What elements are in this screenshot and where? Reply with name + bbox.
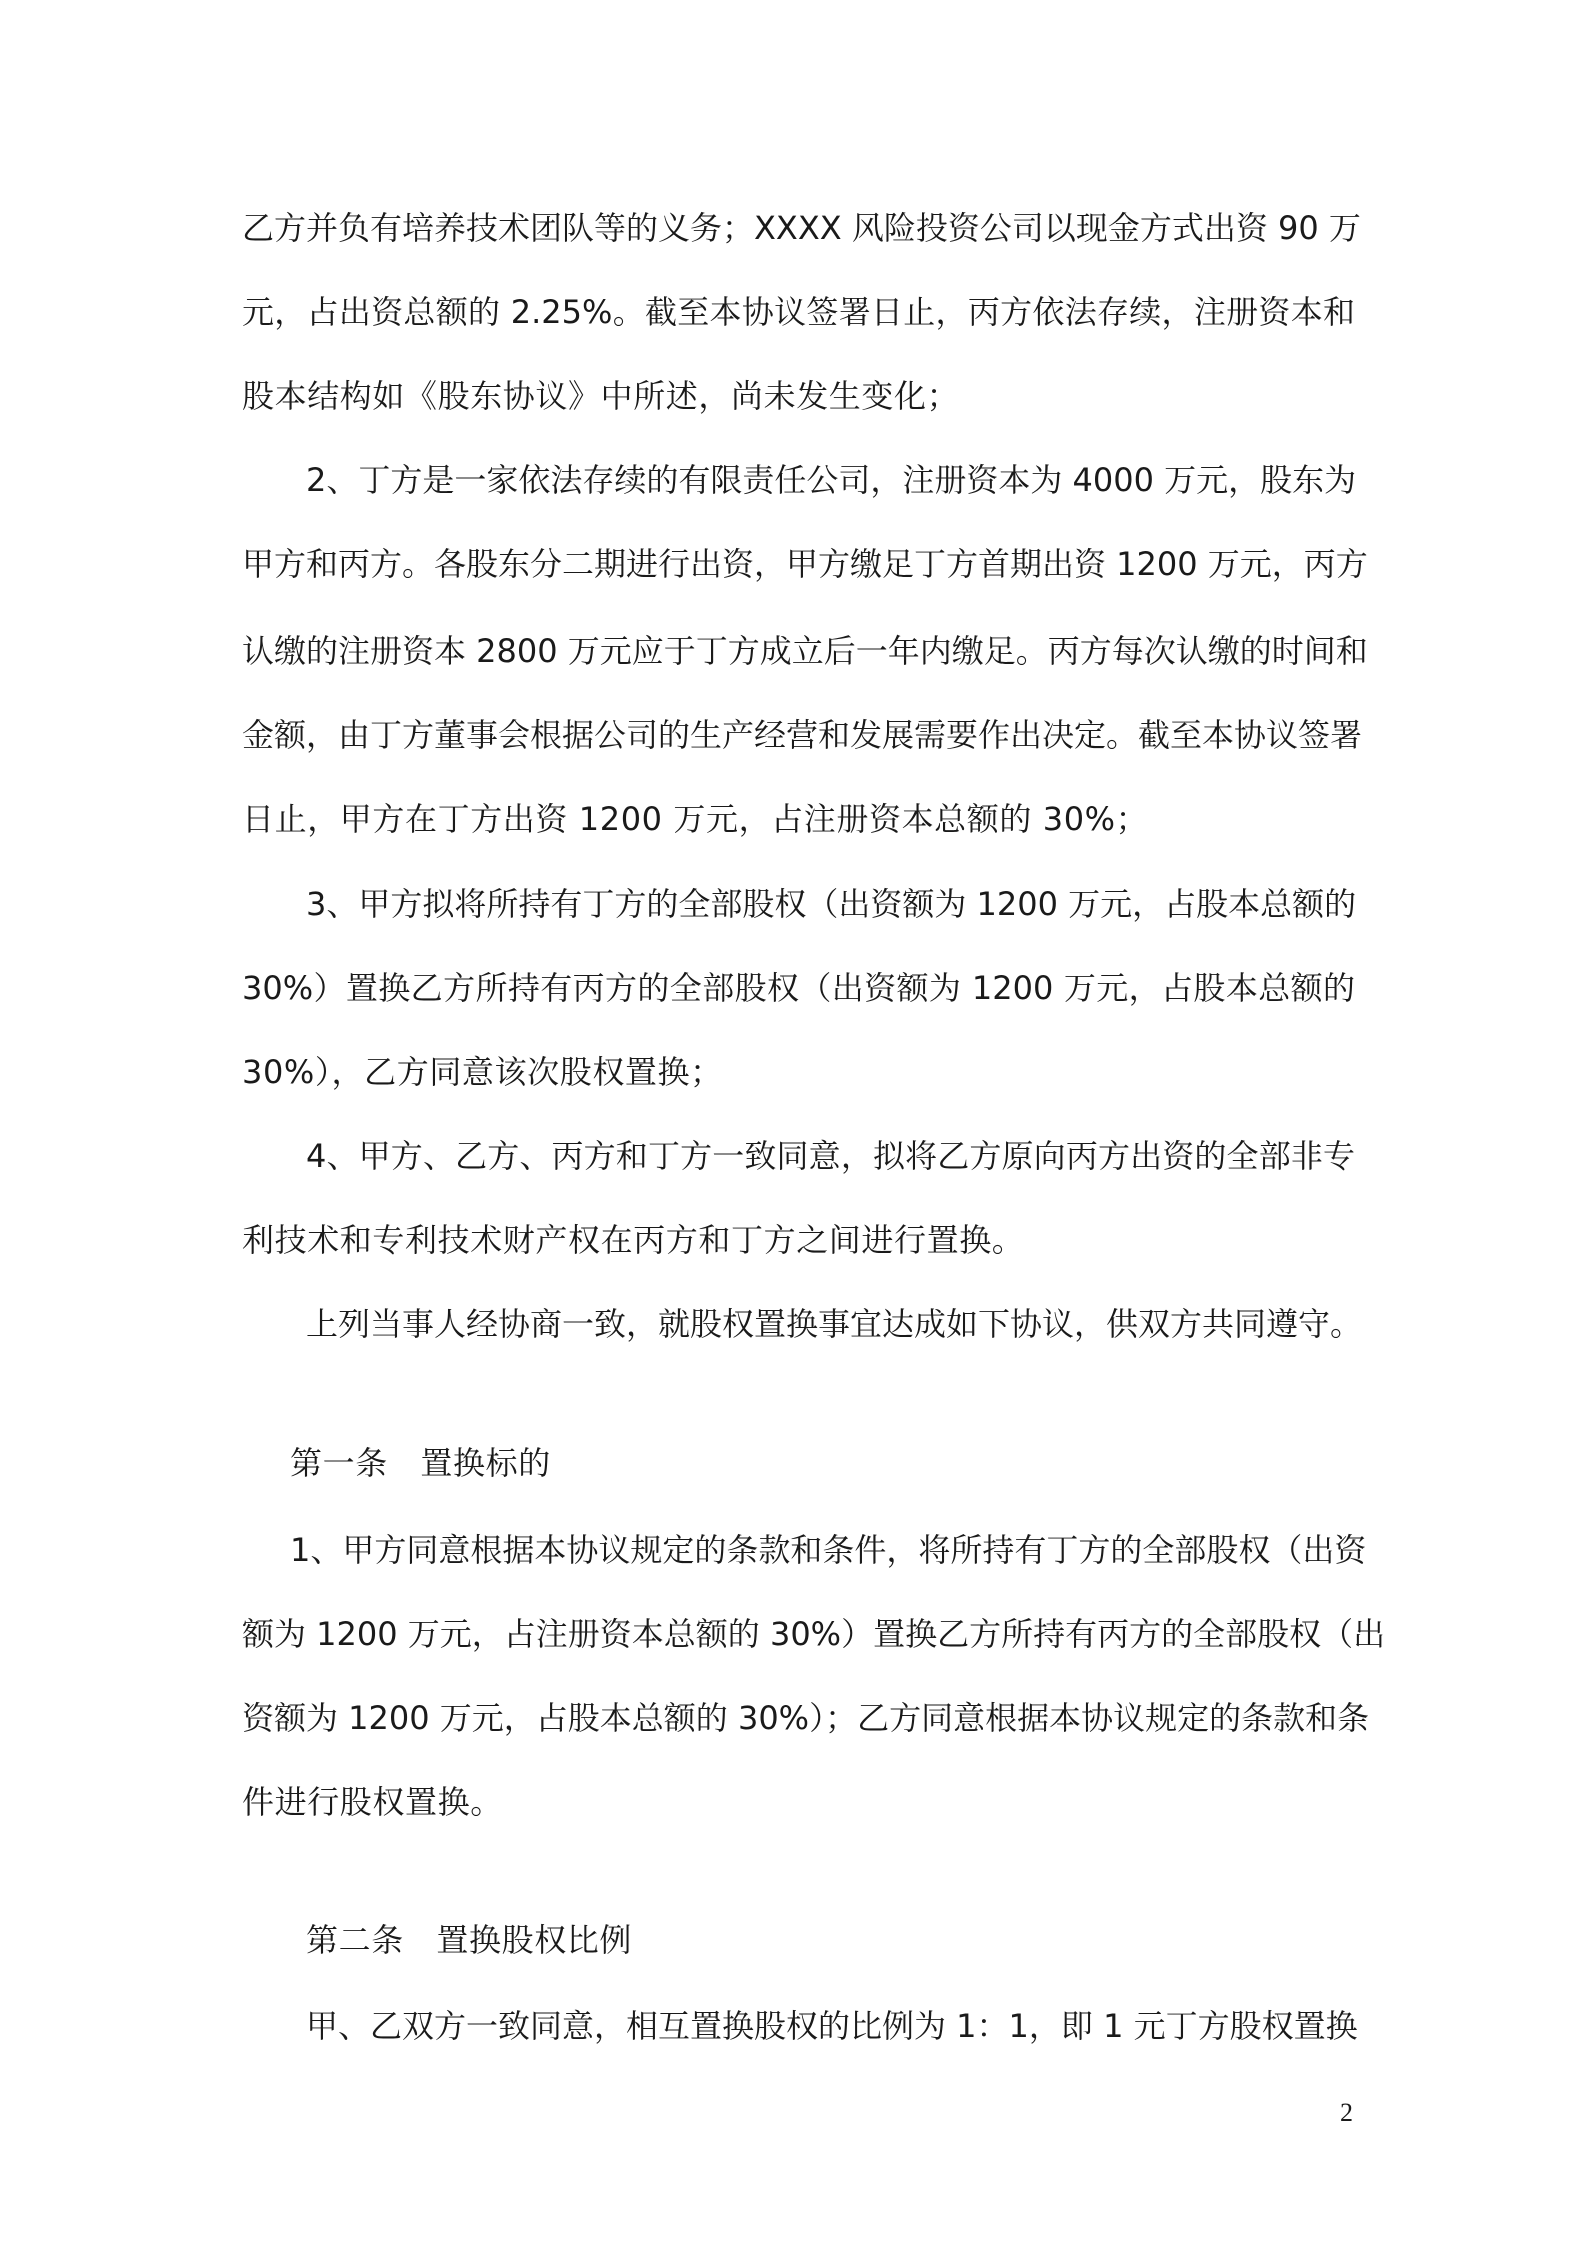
text-line: 4、甲方、乙方、丙方和丁方一致同意，拟将乙方原向丙方出资的全部非专 — [306, 1137, 1355, 1175]
section-heading: 第一条 置换标的 — [290, 1444, 551, 1482]
text-line: 30%）置换乙方所持有丙方的全部股权（出资额为 1200 万元，占股本总额的 — [242, 969, 1355, 1007]
text-line: 2、丁方是一家依法存续的有限责任公司，注册资本为 4000 万元，股东为 — [306, 461, 1357, 499]
section-heading: 第二条 置换股权比例 — [306, 1921, 633, 1959]
page-number: 2 — [1340, 2098, 1353, 2127]
text-line: 30%），乙方同意该次股权置换； — [242, 1053, 723, 1091]
text-line: 资额为 1200 万元，占股本总额的 30%）；乙方同意根据本协议规定的条款和条 — [242, 1699, 1370, 1737]
text-line: 上列当事人经协商一致，就股权置换事宜达成如下协议，供双方共同遵守。 — [306, 1305, 1363, 1343]
text-line: 1、甲方同意根据本协议规定的条款和条件，将所持有丁方的全部股权（出资 — [290, 1531, 1367, 1569]
text-line: 元，占出资总额的 2.25%。截至本协议签署日止，丙方依法存续，注册资本和 — [242, 293, 1355, 331]
text-line: 金额，由丁方董事会根据公司的生产经营和发展需要作出决定。截至本协议签署 — [242, 716, 1363, 754]
text-line: 股本结构如《股东协议》中所述，尚未发生变化； — [242, 377, 960, 415]
text-line: 认缴的注册资本 2800 万元应于丁方成立后一年内缴足。丙方每次认缴的时间和 — [242, 632, 1368, 670]
text-line: 日止，甲方在丁方出资 1200 万元，占注册资本总额的 30%； — [242, 800, 1149, 838]
text-line: 额为 1200 万元，占注册资本总额的 30%）置换乙方所持有丙方的全部股权（出 — [242, 1615, 1386, 1653]
text-line: 利技术和专利技术财产权在丙方和丁方之间进行置换。 — [242, 1221, 1025, 1259]
text-line: 乙方并负有培养技术团队等的义务；XXXX 风险投资公司以现金方式出资 90 万 — [242, 209, 1361, 247]
text-line: 件进行股权置换。 — [242, 1783, 503, 1821]
text-line: 甲、乙双方一致同意，相互置换股权的比例为 1：1，即 1 元丁方股权置换 — [306, 2007, 1358, 2045]
text-line: 3、甲方拟将所持有丁方的全部股权（出资额为 1200 万元，占股本总额的 — [306, 885, 1357, 923]
text-line: 甲方和丙方。各股东分二期进行出资，甲方缴足丁方首期出资 1200 万元，丙方 — [242, 545, 1368, 583]
